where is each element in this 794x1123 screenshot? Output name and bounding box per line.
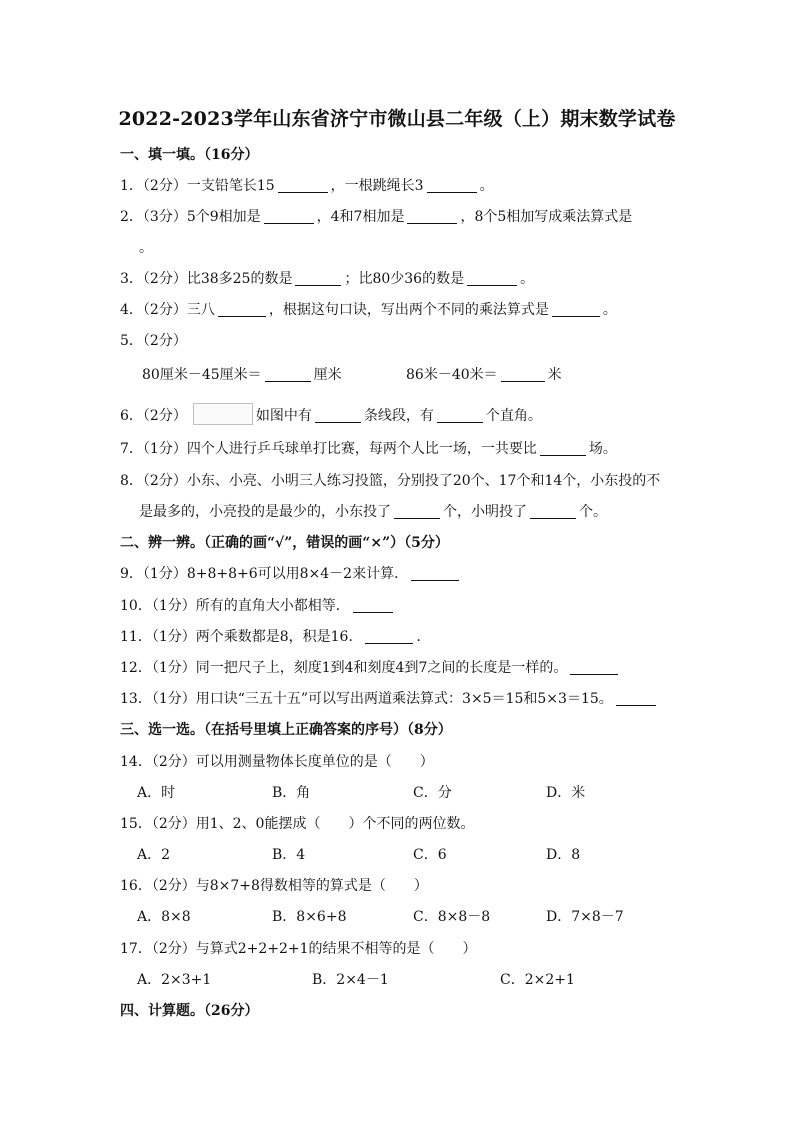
- question-text: 场。: [588, 441, 617, 457]
- option-c[interactable]: C．6: [413, 847, 447, 863]
- question-7: [120, 440, 617, 458]
- question-13: [120, 690, 659, 708]
- answer-blank[interactable]: [540, 441, 586, 456]
- page-title: 2022-2023学年山东省济宁市微山县二年级（上）期末数学试卷: [118, 108, 676, 130]
- option-c[interactable]: C．8×8－8: [413, 909, 491, 925]
- question-17: 17．（2分）与算式2+2+2+1的结果不相等的是（ ）: [120, 941, 477, 957]
- question-6: [120, 403, 542, 425]
- question-text: ，一根跳绳长3: [330, 178, 424, 194]
- section-heading-choose: 三、选一选。（在括号里填上正确答案的序号）（8分）: [120, 722, 452, 738]
- answer-blank[interactable]: [552, 302, 600, 317]
- question-text: 1．（2分）一支铅笔长15: [120, 178, 275, 194]
- unit: 厘米: [313, 367, 342, 383]
- option-a[interactable]: A．2: [137, 847, 171, 863]
- question-text: 4．（2分）三八: [120, 302, 215, 318]
- option-d[interactable]: D．7×8－7: [546, 909, 624, 925]
- option-d[interactable]: D．8: [546, 847, 581, 863]
- option-b[interactable]: B．角: [272, 785, 311, 801]
- question-text: 个直角。: [485, 408, 542, 424]
- answer-blank[interactable]: [570, 660, 618, 675]
- expression: 80厘米－45厘米＝: [142, 367, 262, 383]
- question-text: 。: [520, 271, 535, 287]
- answer-blank[interactable]: [218, 302, 266, 317]
- option-a[interactable]: A．时: [137, 785, 176, 801]
- question-text: 如图中有: [255, 408, 312, 424]
- question-11: [120, 628, 430, 646]
- answer-blank[interactable]: [353, 598, 393, 613]
- answer-blank[interactable]: [411, 566, 459, 581]
- answer-blank[interactable]: [264, 209, 314, 224]
- question-text: 10．（1分）所有的直角大小都相等．: [120, 598, 350, 614]
- question-text: 2．（3分）5个9相加是: [120, 209, 261, 225]
- question-text: 12．（1分）同一把尺子上，刻度1到4和刻度4到7之间的长度是一样的。: [120, 660, 568, 676]
- question-text: ，8个5相加写成乘法算式是: [460, 209, 633, 225]
- option-c[interactable]: C．分: [413, 785, 452, 801]
- question-text: 7．（1分）四个人进行乒乓球单打比赛，每两个人比一场，一共要比: [120, 441, 537, 457]
- question-text: 11．（1分）两个乘数都是8，积是16．: [120, 629, 363, 645]
- question-14: 14．（2分）可以用测量物体长度单位的是（ ）: [120, 754, 434, 770]
- option-d[interactable]: D．米: [546, 785, 586, 801]
- option-b[interactable]: B．4: [272, 847, 306, 863]
- answer-blank[interactable]: [278, 178, 328, 193]
- question-9: [120, 565, 462, 583]
- answer-blank[interactable]: [315, 408, 361, 423]
- question-text: ，根据这句口诀，写出两个不同的乘法算式是: [268, 302, 549, 318]
- question-10: [120, 597, 396, 615]
- question-text: 9．（1分）8+8+8+6可以用8×4－2来计算．: [120, 566, 409, 582]
- answer-blank[interactable]: [407, 209, 457, 224]
- question-text: 个，小明投了: [443, 504, 527, 520]
- answer-blank[interactable]: [530, 504, 576, 519]
- question-text: 是最多的，小亮投的是最少的，小东投了: [139, 504, 391, 520]
- figure-image: [193, 403, 253, 425]
- question-text: ；比80少36的数是: [344, 271, 465, 287]
- answer-blank[interactable]: [437, 408, 483, 423]
- option-b[interactable]: B．2×4－1: [312, 972, 389, 988]
- question-16: 16．（2分）与8×7+8得数相等的算式是（ ）: [120, 878, 428, 894]
- answer-blank[interactable]: [295, 271, 341, 286]
- question-text: 13．（1分）用口诀“三五十五”可以写出两道乘法算式：3×5＝15和5×3＝15。: [120, 691, 613, 707]
- question-text: ，4和7相加是: [316, 209, 405, 225]
- question-5-expr-2: [406, 366, 562, 384]
- option-b[interactable]: B．8×6+8: [272, 909, 347, 925]
- section-heading-calc: 四、计算题。（26分）: [120, 1003, 259, 1019]
- question-text: 3．（2分）比38多25的数是: [120, 271, 293, 287]
- question-3: [120, 270, 534, 288]
- expression: 86米－40米＝: [406, 367, 498, 383]
- option-c[interactable]: C．2×2+1: [500, 972, 575, 988]
- question-5: 5．（2分）: [120, 333, 187, 349]
- question-4: [120, 301, 617, 319]
- answer-blank[interactable]: [616, 691, 656, 706]
- question-text: 6．（2分）: [120, 408, 187, 424]
- unit: 米: [547, 367, 562, 383]
- answer-blank[interactable]: [394, 504, 440, 519]
- question-text: 。: [479, 178, 494, 194]
- question-text: 个。: [579, 504, 607, 520]
- answer-blank[interactable]: [265, 367, 311, 382]
- question-text: ．: [416, 629, 431, 645]
- question-2-continued: 。: [139, 240, 153, 256]
- question-1: [120, 177, 494, 195]
- question-8: 8．（2分）小东、小亮、小明三人练习投篮，分别投了20个、17个和14个，小东投的不: [120, 473, 661, 489]
- section-heading-judge: 二、辨一辨。（正确的画“√”，错误的画“×”）（5分）: [120, 535, 449, 551]
- answer-blank[interactable]: [427, 178, 477, 193]
- answer-blank[interactable]: [467, 271, 517, 286]
- question-12: [120, 659, 621, 677]
- option-a[interactable]: A．2×3+1: [137, 972, 212, 988]
- option-a[interactable]: A．8×8: [137, 909, 191, 925]
- question-2: [120, 208, 632, 226]
- question-text: 。: [602, 302, 617, 318]
- section-heading-fill: 一、填一填。（16分）: [120, 147, 259, 163]
- question-5-expr-1: [142, 366, 342, 384]
- answer-blank[interactable]: [365, 629, 413, 644]
- question-text: 条线段，有: [363, 408, 434, 424]
- question-8-continued: [139, 503, 607, 521]
- question-15: 15．（2分）用1、2、0能摆成（ ）个不同的两位数。: [120, 816, 475, 832]
- answer-blank[interactable]: [501, 367, 545, 382]
